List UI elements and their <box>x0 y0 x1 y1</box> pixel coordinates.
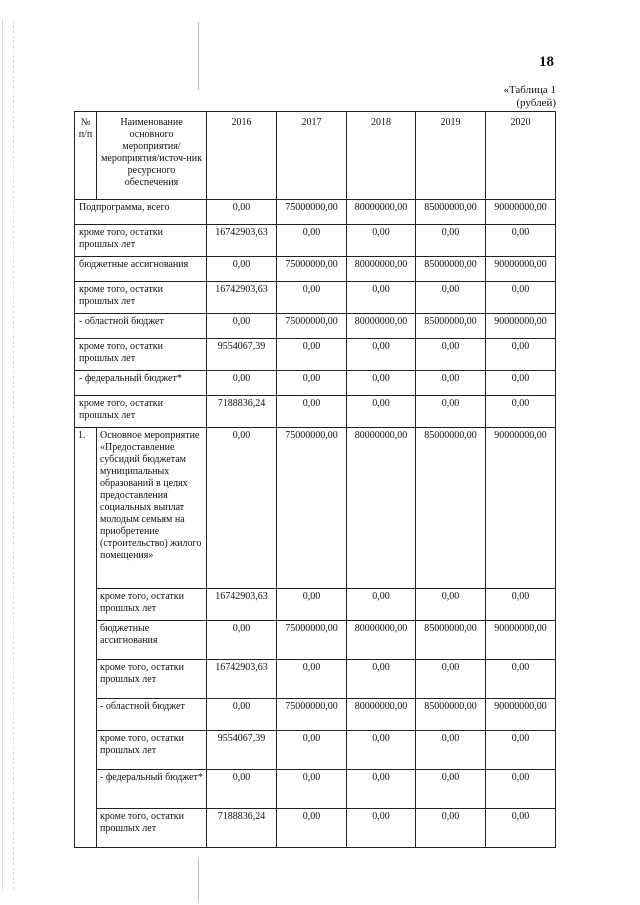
budget-table <box>74 111 556 848</box>
cell-2016: 0,00 <box>207 314 277 339</box>
cell-2019: 0,00 <box>416 589 486 621</box>
row-label: кроме того, остатки прошлых лет <box>97 731 207 770</box>
cell-2016: 0,00 <box>207 257 277 282</box>
cell-2019: 85000000,00 <box>416 257 486 282</box>
header-year-2020: 2020 <box>486 112 556 200</box>
cell-2016: 0,00 <box>207 200 277 225</box>
cell-2017: 0,00 <box>277 225 347 257</box>
cell-2016: 0,00 <box>207 770 277 809</box>
table-row <box>75 339 556 371</box>
cell-2016: 7188836,24 <box>207 809 277 848</box>
cell-2018: 0,00 <box>347 282 416 314</box>
table-row <box>75 396 556 428</box>
cell-2020: 0,00 <box>486 809 556 848</box>
table-row <box>75 200 556 225</box>
cell-2017: 0,00 <box>277 660 347 699</box>
cell-2017: 0,00 <box>277 371 347 396</box>
row-label: Подпрограмма, всего <box>75 200 207 225</box>
cell-2018: 0,00 <box>347 770 416 809</box>
table-caption-units: (рублей) <box>516 97 556 109</box>
cell-2019: 85000000,00 <box>416 428 486 589</box>
cell-2020: 90000000,00 <box>486 314 556 339</box>
cell-2018: 80000000,00 <box>347 621 416 660</box>
fold-line-top <box>198 22 199 90</box>
cell-2019: 0,00 <box>416 225 486 257</box>
table-caption-title: «Таблица 1 <box>503 84 556 96</box>
cell-2016: 16742903,63 <box>207 660 277 699</box>
header-year-2017: 2017 <box>277 112 347 200</box>
table-header-row <box>75 112 556 200</box>
cell-2016: 7188836,24 <box>207 396 277 428</box>
cell-2019: 85000000,00 <box>416 699 486 731</box>
row-label: - федеральный бюджет* <box>75 371 207 396</box>
cell-2016: 0,00 <box>207 428 277 589</box>
cell-2017: 0,00 <box>277 282 347 314</box>
cell-2018: 80000000,00 <box>347 314 416 339</box>
fold-line-bottom <box>198 858 199 902</box>
cell-2019: 0,00 <box>416 371 486 396</box>
cell-2020: 0,00 <box>486 770 556 809</box>
table-row <box>75 371 556 396</box>
table-row <box>75 770 556 809</box>
row-label: кроме того, остатки прошлых лет <box>97 589 207 621</box>
cell-2016: 16742903,63 <box>207 589 277 621</box>
table-row <box>75 660 556 699</box>
cell-2017: 0,00 <box>277 589 347 621</box>
cell-2017: 75000000,00 <box>277 314 347 339</box>
cell-2020: 90000000,00 <box>486 428 556 589</box>
cell-2020: 0,00 <box>486 225 556 257</box>
cell-2018: 80000000,00 <box>347 200 416 225</box>
row-label: - областной бюджет <box>75 314 207 339</box>
cell-2018: 80000000,00 <box>347 699 416 731</box>
cell-2019: 85000000,00 <box>416 314 486 339</box>
cell-2020: 0,00 <box>486 339 556 371</box>
cell-2019: 0,00 <box>416 660 486 699</box>
cell-2019: 0,00 <box>416 809 486 848</box>
cell-2018: 0,00 <box>347 660 416 699</box>
cell-2017: 75000000,00 <box>277 257 347 282</box>
row-label: кроме того, остатки прошлых лет <box>97 660 207 699</box>
header-year-2019: 2019 <box>416 112 486 200</box>
cell-2018: 80000000,00 <box>347 428 416 589</box>
cell-2019: 85000000,00 <box>416 621 486 660</box>
table-row <box>75 621 556 660</box>
cell-2019: 0,00 <box>416 282 486 314</box>
activity-row <box>75 428 556 589</box>
cell-2018: 0,00 <box>347 396 416 428</box>
row-label: - областной бюджет <box>97 699 207 731</box>
cell-2017: 0,00 <box>277 809 347 848</box>
row-label: бюджетные ассигнования <box>97 621 207 660</box>
cell-2020: 0,00 <box>486 282 556 314</box>
cell-2018: 0,00 <box>347 731 416 770</box>
cell-2017: 0,00 <box>277 731 347 770</box>
cell-2020: 90000000,00 <box>486 621 556 660</box>
scan-edge-artifact <box>2 20 14 890</box>
cell-2018: 0,00 <box>347 225 416 257</box>
cell-2019: 0,00 <box>416 396 486 428</box>
activity-label: Основное мероприятие «Предоставление субсидий бюджетам муниципальных образований в целях предоставления социальных выплат молодым семьям на приобретение (строительство) жилого помещения» <box>97 428 207 589</box>
cell-2020: 90000000,00 <box>486 699 556 731</box>
cell-2016: 16742903,63 <box>207 282 277 314</box>
cell-2020: 0,00 <box>486 396 556 428</box>
table-row <box>75 809 556 848</box>
cell-2020: 0,00 <box>486 731 556 770</box>
table-row <box>75 225 556 257</box>
cell-2019: 0,00 <box>416 770 486 809</box>
cell-2017: 0,00 <box>277 339 347 371</box>
cell-2017: 0,00 <box>277 770 347 809</box>
header-name: Наименование основного мероприятия/ мероприятия/источ-ник ресурсного обеспечения <box>97 112 207 200</box>
row-label: кроме того, остатки прошлых лет <box>75 396 207 428</box>
cell-2018: 0,00 <box>347 339 416 371</box>
header-year-2016: 2016 <box>207 112 277 200</box>
cell-2016: 0,00 <box>207 621 277 660</box>
cell-2020: 0,00 <box>486 371 556 396</box>
cell-2018: 0,00 <box>347 589 416 621</box>
table-row <box>75 282 556 314</box>
cell-2017: 75000000,00 <box>277 200 347 225</box>
table-row <box>75 699 556 731</box>
table-row <box>75 589 556 621</box>
cell-2017: 75000000,00 <box>277 699 347 731</box>
cell-2019: 85000000,00 <box>416 200 486 225</box>
cell-2016: 9554067,39 <box>207 339 277 371</box>
cell-2020: 0,00 <box>486 660 556 699</box>
cell-2019: 0,00 <box>416 731 486 770</box>
header-num: № п/п <box>75 112 97 200</box>
cell-2020: 90000000,00 <box>486 200 556 225</box>
cell-2016: 0,00 <box>207 699 277 731</box>
cell-2017: 0,00 <box>277 396 347 428</box>
row-label: кроме того, остатки прошлых лет <box>97 809 207 848</box>
cell-2016: 9554067,39 <box>207 731 277 770</box>
cell-2017: 75000000,00 <box>277 621 347 660</box>
header-year-2018: 2018 <box>347 112 416 200</box>
cell-2018: 0,00 <box>347 809 416 848</box>
row-label: кроме того, остатки прошлых лет <box>75 339 207 371</box>
row-label: - федеральный бюджет* <box>97 770 207 809</box>
page-number: 18 <box>539 54 554 70</box>
cell-2020: 0,00 <box>486 589 556 621</box>
row-label: кроме того, остатки прошлых лет <box>75 225 207 257</box>
table-caption <box>503 84 556 110</box>
cell-2016: 0,00 <box>207 371 277 396</box>
row-label: кроме того, остатки прошлых лет <box>75 282 207 314</box>
table-row <box>75 257 556 282</box>
cell-2019: 0,00 <box>416 339 486 371</box>
activity-num: 1. <box>75 428 97 848</box>
cell-2016: 16742903,63 <box>207 225 277 257</box>
table-row <box>75 314 556 339</box>
cell-2020: 90000000,00 <box>486 257 556 282</box>
cell-2018: 0,00 <box>347 371 416 396</box>
cell-2018: 80000000,00 <box>347 257 416 282</box>
row-label: бюджетные ассигнования <box>75 257 207 282</box>
cell-2017: 75000000,00 <box>277 428 347 589</box>
table-row <box>75 731 556 770</box>
